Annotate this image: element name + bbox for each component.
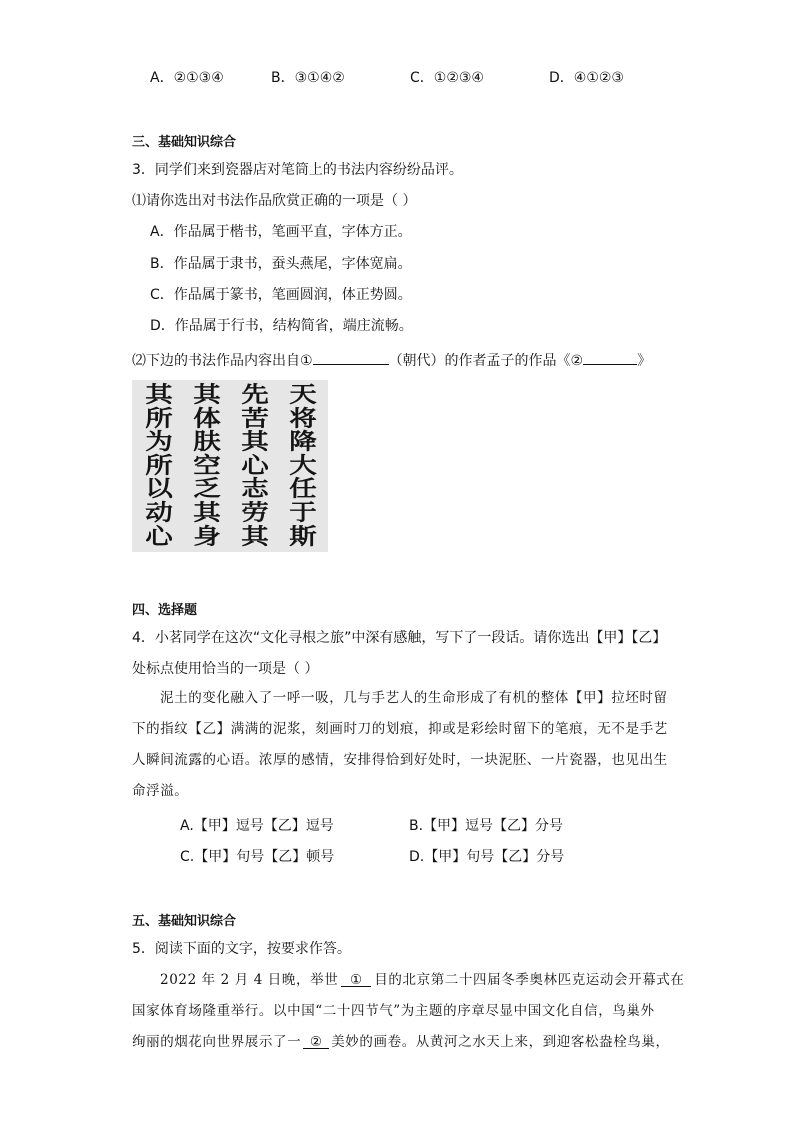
- calligraphy-char: 于: [289, 499, 317, 526]
- fill-text: （朝代）的作者孟子的作品《②: [388, 353, 584, 369]
- choice-option: C．作品属于篆书，笔画圆润，体正势圆。: [150, 287, 412, 303]
- calligraphy-char: 乏: [193, 476, 221, 503]
- choice-option: D．作品属于行书，结构简省，端庄流畅。: [150, 318, 413, 334]
- calligraphy-char: 劳: [241, 499, 269, 526]
- calligraphy-char: 先: [241, 382, 269, 408]
- option-b: B．③①④②: [271, 70, 345, 86]
- passage-line: 泥土的变化融入了一呼一吸，几与手艺人的生命形成了有机的整体【甲】拉坯时留: [160, 690, 668, 706]
- fill-text: 》: [637, 353, 652, 369]
- calligraphy-char: 身: [193, 523, 221, 550]
- option-d: D．④①②③: [549, 70, 624, 86]
- passage-line: 国家体育场隆重举行。以中国“二十四节气”为主题的序章尽显中国文化自信，鸟巢外: [132, 1003, 655, 1019]
- option-d: D.【甲】句号【乙】分号: [409, 849, 565, 865]
- calligraphy-char: 空: [193, 452, 221, 479]
- calligraphy-column: [280, 384, 326, 549]
- calligraphy-char: 其: [241, 429, 269, 456]
- answer-blank[interactable]: [583, 348, 637, 365]
- calligraphy-char: 心: [145, 523, 173, 550]
- calligraphy-char: 所: [145, 452, 173, 479]
- calligraphy-char: 所: [145, 405, 173, 432]
- sub-question-fill: [132, 348, 651, 371]
- calligraphy-char: 肤: [193, 429, 221, 456]
- calligraphy-char: 体: [193, 405, 221, 432]
- fill-text: ⑵下边的书法作品内容出自①: [132, 353, 313, 369]
- calligraphy-char: 以: [145, 476, 173, 503]
- answer-blank[interactable]: [313, 348, 389, 365]
- calligraphy-image: [132, 380, 328, 552]
- passage-text: 美妙的画卷。从黄河之水天上来，到迎客松盎栓鸟巢，: [331, 1034, 670, 1050]
- calligraphy-char: 苦: [241, 405, 269, 432]
- calligraphy-char: 其: [241, 523, 269, 550]
- calligraphy-char: 降: [289, 429, 317, 456]
- section-heading: 四、选择题: [132, 603, 198, 618]
- calligraphy-char: 心: [241, 452, 269, 479]
- question-text: 3．同学们来到瓷器店对笔筒上的书法内容纷纷品评。: [132, 162, 463, 178]
- question-text: 4．小茗同学在这次“文化寻根之旅”中深有感触，写下了一段话。请你选出【甲】【乙】: [132, 630, 667, 646]
- passage-line: 人瞬间流露的心语。浓厚的感情，安排得恰到好处时，一块泥胚、一片瓷器，也见出生: [132, 752, 668, 768]
- calligraphy-char: 动: [145, 499, 173, 526]
- calligraphy-char: 斯: [289, 523, 317, 550]
- passage-text: 绚丽的烟花向世界展示了一: [132, 1034, 302, 1050]
- passage-text: 目的北京第二十四届冬季奥林匹克运动会开幕式在: [374, 972, 685, 988]
- passage-text: 2022 年 2 月 4 日晚，举世: [160, 972, 339, 988]
- choice-option: A．作品属于楷书，笔画平直，字体方正。: [150, 224, 412, 240]
- option-b: B.【甲】逗号【乙】分号: [409, 818, 564, 834]
- calligraphy-char: 天: [289, 382, 317, 408]
- question-text: 5．阅读下面的文字，按要求作答。: [132, 941, 351, 957]
- calligraphy-char: 其: [193, 382, 221, 408]
- option-c: C.【甲】句号【乙】顿号: [180, 849, 335, 865]
- calligraphy-char: 将: [289, 405, 317, 432]
- calligraphy-column: [184, 384, 230, 549]
- calligraphy-char: 其: [145, 382, 173, 408]
- calligraphy-char: 其: [193, 499, 221, 526]
- passage-line: 命浮溢。: [132, 783, 189, 799]
- option-a: A.【甲】逗号【乙】逗号: [180, 818, 334, 834]
- section-heading: 五、基础知识综合: [132, 914, 237, 929]
- calligraphy-column: [232, 384, 278, 549]
- section-heading: 三、基础知识综合: [132, 135, 237, 150]
- choice-option: B．作品属于隶书，蚕头燕尾，字体宽扁。: [150, 256, 412, 272]
- calligraphy-column: [136, 384, 182, 549]
- calligraphy-char: 志: [241, 476, 269, 503]
- answer-blank[interactable]: ①: [341, 970, 371, 987]
- option-c: C．①②③④: [410, 70, 484, 86]
- calligraphy-char: 大: [289, 452, 317, 479]
- passage-line: [160, 970, 685, 990]
- calligraphy-char: 为: [145, 429, 173, 456]
- question-text: 处标点使用恰当的一项是（ ）: [132, 661, 319, 677]
- calligraphy-char: 任: [289, 476, 317, 503]
- sub-question: ⑴请你选出对书法作品欣赏正确的一项是（ ）: [132, 193, 417, 209]
- passage-line: 下的指纹【乙】满满的泥浆，刻画时刀的划痕，抑或是彩绘时留下的笔痕，无不是手艺: [132, 721, 668, 737]
- option-a: A．②①③④: [150, 70, 224, 86]
- answer-blank[interactable]: ②: [303, 1032, 329, 1049]
- passage-line: [132, 1032, 670, 1052]
